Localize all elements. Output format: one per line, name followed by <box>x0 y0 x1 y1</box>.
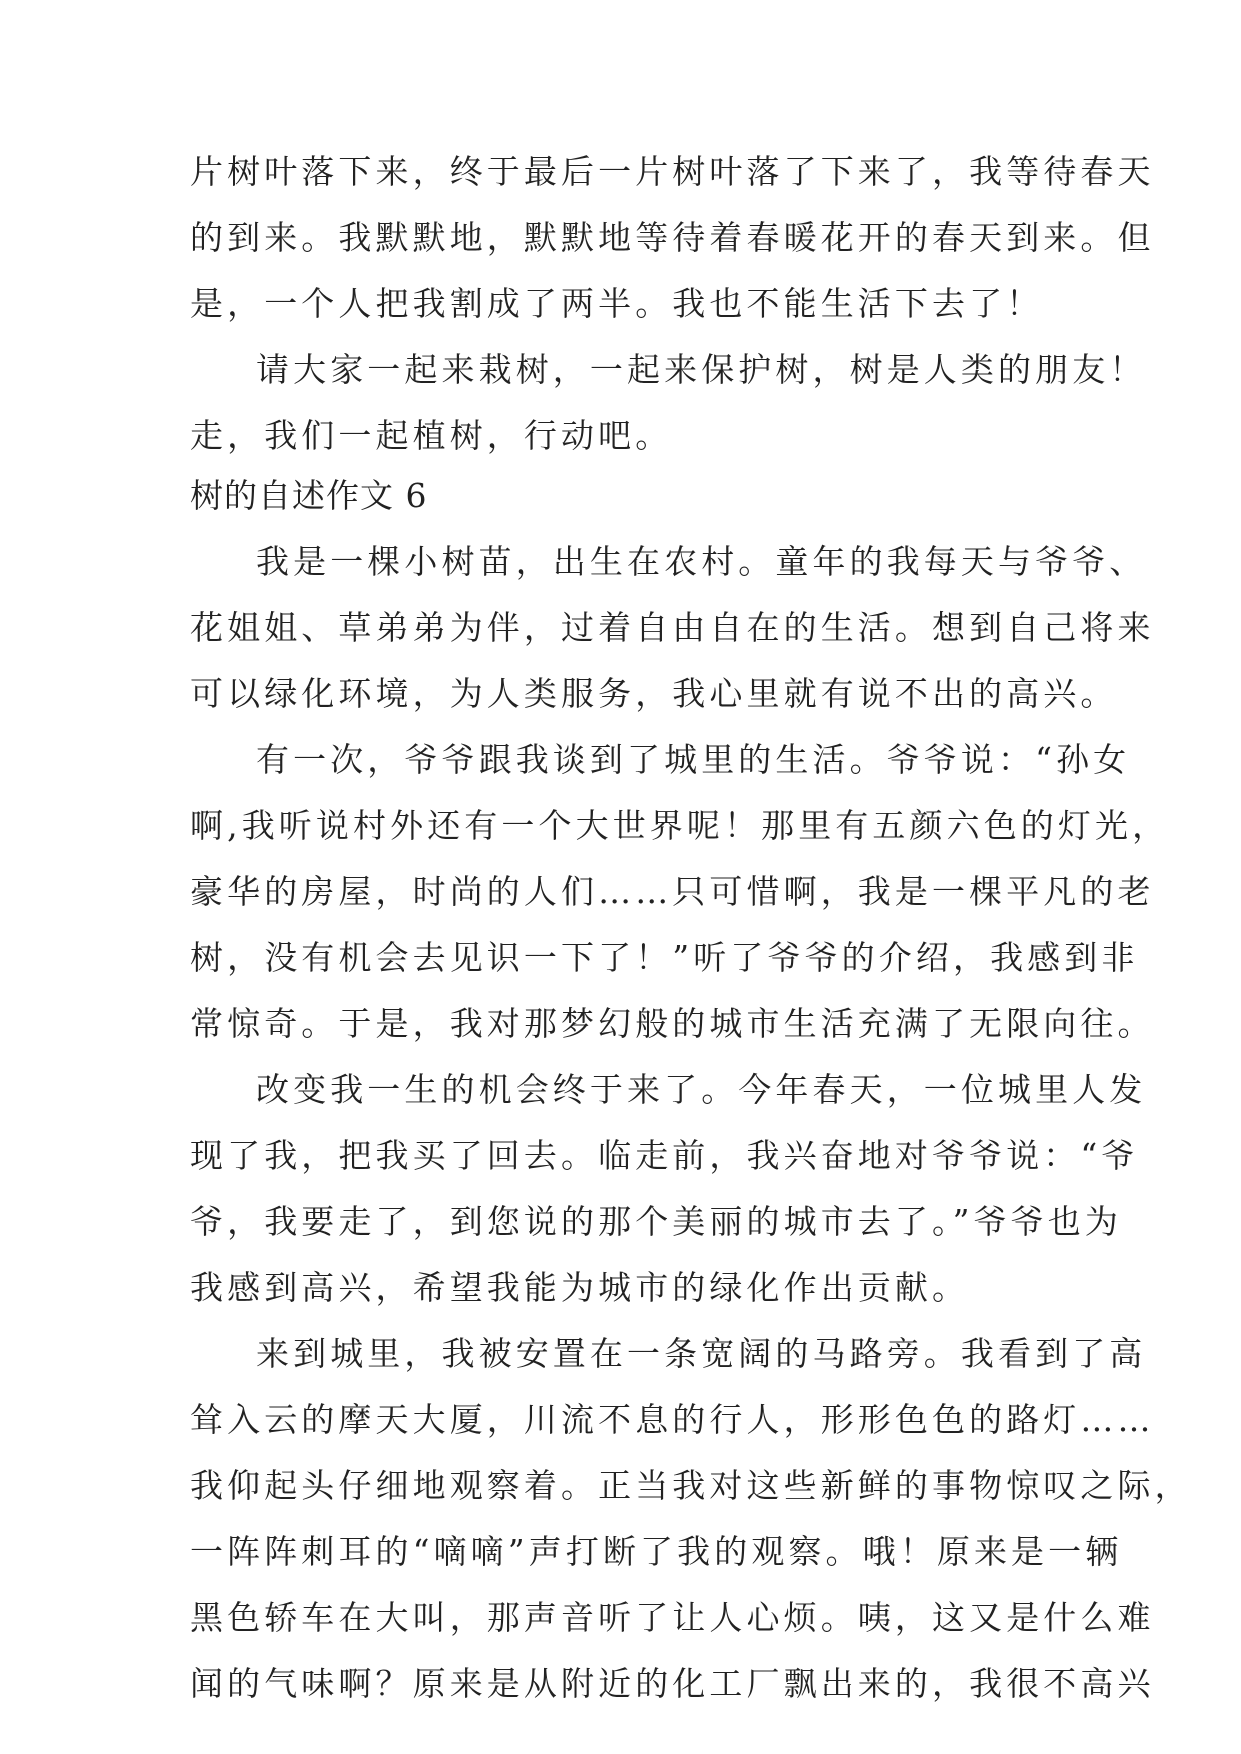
text-line: 来到城里，我被安置在一条宽阔的马路旁。我看到了高 <box>256 1334 1147 1373</box>
text-line: 走，我们一起植树，行动吧。 <box>190 416 673 455</box>
text-line: 常惊奇。于是，我对那梦幻般的城市生活充满了无限向往。 <box>190 1004 1155 1043</box>
text-line: 闻的气味啊？原来是从附近的化工厂飘出来的，我很不高兴 <box>190 1664 1155 1703</box>
text-line: 请大家一起来栽树，一起来保护树，树是人类的朋友！ <box>256 350 1147 389</box>
text-line: 一阵阵刺耳的“嘀嘀”声打断了我的观察。哦！原来是一辆 <box>190 1532 1123 1571</box>
text-line: 花姐姐、草弟弟为伴，过着自由自在的生活。想到自己将来 <box>190 608 1155 647</box>
text-line: 改变我一生的机会终于来了。今年春天，一位城里人发 <box>256 1070 1147 1109</box>
text-line: 我仰起头仔细地观察着。正当我对这些新鲜的事物惊叹之际， <box>190 1466 1192 1505</box>
text-line: 现了我，把我买了回去。临走前，我兴奋地对爷爷说：“爷 <box>190 1136 1139 1175</box>
text-line: 耸入云的摩天大厦，川流不息的行人，形形色色的路灯…… <box>190 1400 1155 1439</box>
text-line: 啊,我听说村外还有一个大世界呢！那里有五颜六色的灯光， <box>190 806 1170 845</box>
text-line: 树，没有机会去见识一下了！”听了爷爷的介绍，我感到非 <box>190 938 1139 977</box>
text-line: 豪华的房屋，时尚的人们……只可惜啊，我是一棵平凡的老 <box>190 872 1155 911</box>
text-line: 片树叶落下来，终于最后一片树叶落了下来了，我等待春天 <box>190 152 1155 191</box>
text-line: 我是一棵小树苗，出生在农村。童年的我每天与爷爷、 <box>256 542 1147 581</box>
text-line: 黑色轿车在大叫，那声音听了让人心烦。咦，这又是什么难 <box>190 1598 1155 1637</box>
text-line: 是，一个人把我割成了两半。我也不能生活下去了！ <box>190 284 1044 323</box>
text-line: 我感到高兴，希望我能为城市的绿化作出贡献。 <box>190 1268 970 1307</box>
text-line: 可以绿化环境，为人类服务，我心里就有说不出的高兴。 <box>190 674 1118 713</box>
section-title: 树的自述作文 6 <box>190 476 428 515</box>
text-line: 有一次，爷爷跟我谈到了城里的生活。爷爷说：“孙女 <box>256 740 1131 779</box>
text-line: 的到来。我默默地，默默地等待着春暖花开的春天到来。但 <box>190 218 1155 257</box>
text-line: 爷，我要走了，到您说的那个美丽的城市去了。”爷爷也为 <box>190 1202 1122 1241</box>
